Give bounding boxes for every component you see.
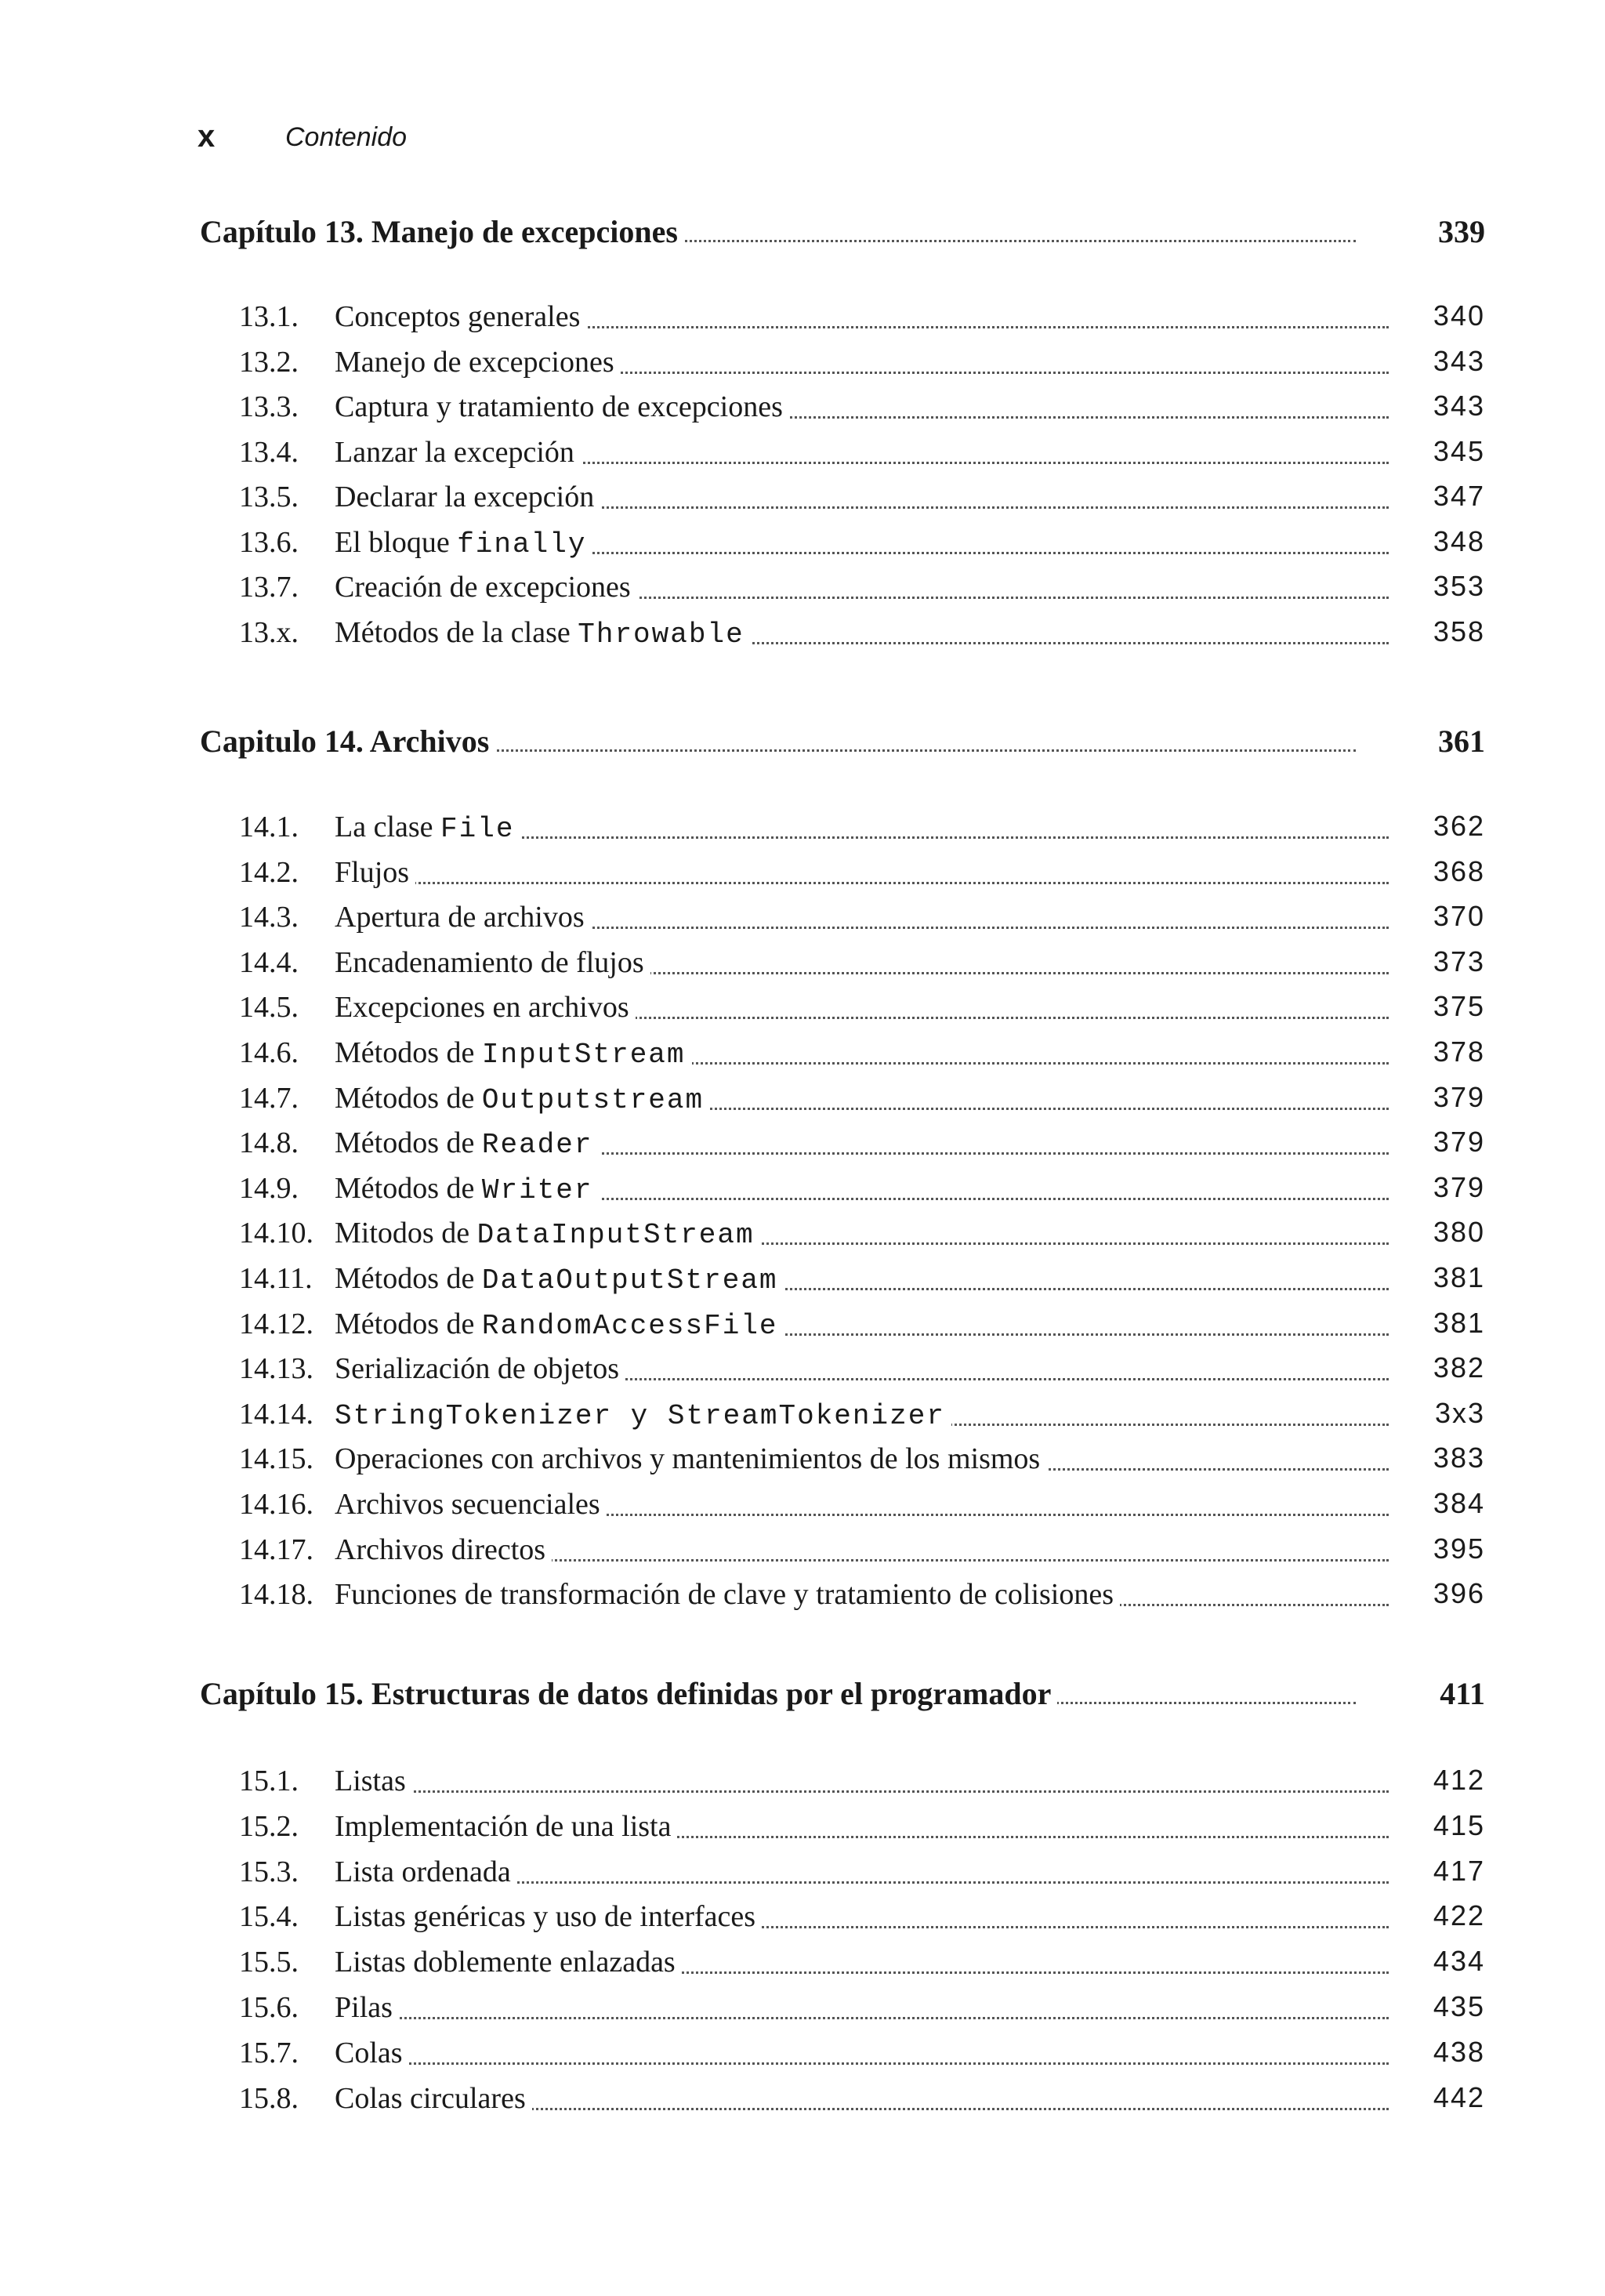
section-title [335, 1126, 600, 1161]
section-title [335, 2036, 409, 2070]
section-page-number: 380 [1433, 1216, 1485, 1248]
toc-entry[interactable] [239, 945, 1485, 985]
toc-entry[interactable] [239, 990, 1485, 1029]
dot-leader [335, 1790, 1389, 1793]
section-page-number: 442 [1433, 2081, 1485, 2113]
section-page-number: 373 [1433, 945, 1485, 978]
toc-entry[interactable] [239, 1261, 1485, 1300]
section-number: 14.15. [239, 1442, 313, 1475]
toc-entry[interactable] [239, 1036, 1485, 1075]
section-title [335, 855, 415, 890]
toc-entry[interactable] [239, 299, 1485, 339]
section-title [335, 1899, 762, 1934]
section-number: 13.x. [239, 616, 299, 649]
title-text: Pilas [335, 1991, 393, 2024]
section-page-number: 358 [1433, 615, 1485, 647]
code-identifier: finally [457, 528, 587, 560]
title-text: Métodos de [335, 1262, 482, 1295]
section-page-number: 348 [1433, 525, 1485, 557]
section-number: 14.6. [239, 1036, 299, 1069]
section-number: 14.18. [239, 1578, 313, 1611]
section-number: 15.3. [239, 1855, 299, 1888]
title-text: Manejo de excepciones [335, 346, 614, 379]
toc-entry[interactable] [239, 1809, 1485, 1848]
section-title [335, 1532, 552, 1567]
section-page-number: 384 [1433, 1487, 1485, 1519]
section-number: 14.5. [239, 991, 299, 1024]
toc-entry[interactable] [239, 480, 1485, 519]
section-title [335, 1855, 517, 1889]
title-text: Archivos secuenciales [335, 1488, 600, 1521]
title-text: Colas [335, 2037, 403, 2069]
title-text: Archivos directos [335, 1533, 546, 1566]
toc-entry[interactable] [239, 345, 1485, 384]
dot-leader [335, 2017, 1389, 2019]
title-text: Encadenamiento de flujos [335, 946, 644, 979]
section-title [335, 900, 591, 934]
title-text: Métodos de la clase [335, 616, 578, 649]
toc-entry[interactable] [239, 1764, 1485, 1803]
section-page-number: 3x3 [1434, 1397, 1485, 1429]
section-number: 15.4. [239, 1900, 299, 1933]
section-title [335, 345, 621, 379]
section-number: 14.14. [239, 1398, 313, 1431]
section-number: 13.5. [239, 481, 299, 513]
chapter-title: Capítulo 15. Estructuras de datos definidas por el programador [200, 1675, 1057, 1712]
section-title [335, 1442, 1046, 1476]
toc-entry[interactable] [239, 1855, 1485, 1894]
section-title [335, 810, 520, 845]
section-title [335, 480, 600, 514]
chapter-title: Capítulo 13. Manejo de excepciones [200, 213, 684, 250]
section-number: 13.2. [239, 346, 299, 379]
section-page-number: 378 [1433, 1036, 1485, 1068]
toc-entry[interactable] [239, 615, 1485, 655]
section-page-number: 379 [1433, 1171, 1485, 1203]
dot-leader [335, 2062, 1389, 2065]
code-identifier: StringTokenizer y StreamTokenizer [335, 1400, 945, 1432]
chapter-page-number: 411 [1440, 1676, 1485, 1711]
toc-entry[interactable] [239, 1216, 1485, 1255]
section-number: 14.1. [239, 811, 299, 843]
section-number: 15.8. [239, 2082, 299, 2115]
section-title [335, 1036, 692, 1071]
chapter-heading[interactable] [200, 1675, 1485, 1719]
section-number: 15.7. [239, 2037, 299, 2069]
title-text: Listas genéricas y uso de interfaces [335, 1900, 756, 1933]
section-title [335, 2081, 532, 2116]
code-identifier: RandomAccessFile [481, 1310, 778, 1342]
toc-entry[interactable] [239, 2081, 1485, 2120]
toc-entry[interactable] [239, 1945, 1485, 1984]
section-number: 14.3. [239, 901, 299, 934]
title-text: Métodos de [335, 1172, 482, 1205]
title-text: El bloque [335, 526, 458, 559]
title-text: Creación de excepciones [335, 571, 631, 604]
section-page-number: 343 [1433, 345, 1485, 377]
toc-entry[interactable] [239, 1081, 1485, 1120]
section-title [335, 1171, 600, 1206]
section-page-number: 422 [1433, 1899, 1485, 1931]
section-title [335, 1990, 399, 2025]
toc-entry[interactable] [239, 570, 1485, 609]
chapter-title: Capitulo 14. Archivos [200, 723, 495, 760]
title-text: Métodos de [335, 1308, 482, 1340]
title-text: Excepciones en archivos [335, 991, 629, 1024]
toc-entry[interactable] [239, 1442, 1485, 1481]
toc-entry[interactable] [239, 1532, 1485, 1572]
code-identifier: DataOutputStream [481, 1264, 778, 1297]
toc-entry[interactable] [239, 1397, 1485, 1436]
title-text: Listas [335, 1765, 406, 1797]
section-page-number: 412 [1433, 1764, 1485, 1796]
section-page-number: 353 [1433, 570, 1485, 602]
section-number: 14.10. [239, 1217, 313, 1250]
title-text: Implementación de una lista [335, 1810, 672, 1843]
title-text: Mitodos de [335, 1217, 477, 1250]
section-title [335, 1081, 710, 1116]
section-number: 14.16. [239, 1488, 313, 1521]
section-number: 13.3. [239, 390, 299, 423]
section-number: 14.11. [239, 1262, 313, 1295]
title-text: Métodos de [335, 1126, 482, 1159]
section-number: 13.1. [239, 300, 299, 333]
toc-entry[interactable] [239, 1577, 1485, 1616]
section-title [335, 390, 789, 424]
section-number: 14.2. [239, 856, 299, 889]
section-page-number: 379 [1433, 1126, 1485, 1158]
section-title [335, 1216, 761, 1251]
section-title [335, 1307, 784, 1342]
section-page-number: 395 [1433, 1532, 1485, 1565]
title-text: Colas circulares [335, 2082, 526, 2115]
title-text: Métodos de [335, 1036, 482, 1069]
section-page-number: 382 [1433, 1351, 1485, 1384]
section-page-number: 345 [1433, 435, 1485, 467]
section-page-number: 417 [1433, 1855, 1485, 1887]
toc-entry[interactable] [239, 900, 1485, 939]
chapter-heading[interactable] [200, 723, 1485, 767]
title-text: Captura y tratamiento de excepciones [335, 390, 783, 423]
section-number: 14.9. [239, 1172, 299, 1205]
section-title [335, 525, 592, 560]
page-number: x [197, 119, 216, 154]
section-title [335, 1577, 1120, 1612]
toc-entry[interactable] [239, 855, 1485, 894]
title-text: Declarar la excepción [335, 481, 595, 513]
title-text: Lanzar la excepción [335, 436, 574, 469]
title-text: Listas doblemente enlazadas [335, 1946, 676, 1979]
section-number: 15.5. [239, 1946, 299, 1979]
toc-entry[interactable] [239, 1487, 1485, 1526]
section-page-number: 381 [1433, 1261, 1485, 1293]
section-title [335, 990, 636, 1025]
dot-leader [335, 882, 1389, 884]
code-identifier: DataInputStream [476, 1219, 755, 1251]
toc-entry[interactable] [239, 810, 1485, 849]
section-page-number: 362 [1433, 810, 1485, 842]
section-title [335, 435, 581, 470]
section-title [335, 1809, 677, 1844]
section-title [335, 1261, 784, 1297]
code-identifier: InputStream [481, 1039, 686, 1071]
title-text: Conceptos generales [335, 300, 581, 333]
section-title [335, 945, 650, 980]
running-title: Contenido [285, 122, 408, 152]
section-page-number: 368 [1433, 855, 1485, 887]
code-identifier: Outputstream [481, 1084, 705, 1116]
section-page-number: 340 [1433, 299, 1485, 332]
section-number: 13.6. [239, 526, 299, 559]
section-number: 14.4. [239, 946, 299, 979]
section-number: 14.7. [239, 1082, 299, 1115]
section-number: 13.4. [239, 436, 299, 469]
section-number: 15.6. [239, 1991, 299, 2024]
section-title [335, 615, 751, 651]
title-text: Serialización de objetos [335, 1352, 619, 1385]
section-page-number: 438 [1433, 2036, 1485, 2068]
section-page-number: 434 [1433, 1945, 1485, 1977]
toc-entry[interactable] [239, 2036, 1485, 2075]
code-identifier: Reader [481, 1129, 593, 1161]
toc-entry[interactable] [239, 1171, 1485, 1210]
chapter-page-number: 339 [1438, 214, 1485, 249]
section-page-number: 383 [1433, 1442, 1485, 1474]
title-text: Funciones de transformación de clave y tratamiento de colisiones [335, 1578, 1114, 1611]
code-identifier: Writer [481, 1174, 593, 1206]
toc-entry[interactable] [239, 1126, 1485, 1165]
section-number: 15.1. [239, 1765, 299, 1797]
section-number: 14.13. [239, 1352, 313, 1385]
section-page-number: 396 [1433, 1577, 1485, 1609]
section-page-number: 347 [1433, 480, 1485, 512]
toc-entry[interactable] [239, 390, 1485, 429]
chapter-page-number: 361 [1438, 724, 1485, 759]
section-number: 14.8. [239, 1126, 299, 1159]
section-page-number: 381 [1433, 1307, 1485, 1339]
code-identifier: File [440, 813, 515, 845]
title-text: Flujos [335, 856, 410, 889]
section-page-number: 375 [1433, 990, 1485, 1022]
toc-entry[interactable] [239, 435, 1485, 474]
section-number: 15.2. [239, 1810, 299, 1843]
toc-entry[interactable] [239, 1899, 1485, 1939]
section-page-number: 379 [1433, 1081, 1485, 1113]
chapter-heading[interactable] [200, 213, 1485, 257]
section-title [335, 1397, 951, 1432]
section-title [335, 1945, 682, 1979]
section-page-number: 435 [1433, 1990, 1485, 2022]
section-number: 14.12. [239, 1308, 313, 1340]
section-page-number: 343 [1433, 390, 1485, 422]
title-text: Apertura de archivos [335, 901, 585, 934]
section-title [335, 1351, 625, 1386]
section-number: 14.17. [239, 1533, 313, 1566]
section-page-number: 415 [1433, 1809, 1485, 1841]
section-title [335, 1487, 607, 1522]
section-page-number: 370 [1433, 900, 1485, 932]
title-text: La clase [335, 811, 441, 843]
section-number: 13.7. [239, 571, 299, 604]
title-text: Lista ordenada [335, 1855, 511, 1888]
toc-entry[interactable] [239, 1307, 1485, 1346]
section-title [335, 1764, 412, 1798]
title-text: Operaciones con archivos y mantenimientos de los mismos [335, 1442, 1041, 1475]
toc-entry[interactable] [239, 525, 1485, 564]
code-identifier: Throwable [578, 618, 745, 651]
toc-entry[interactable] [239, 1990, 1485, 2029]
toc-entry[interactable] [239, 1351, 1485, 1391]
title-text: Métodos de [335, 1082, 482, 1115]
section-title [335, 570, 637, 604]
section-title [335, 299, 586, 334]
